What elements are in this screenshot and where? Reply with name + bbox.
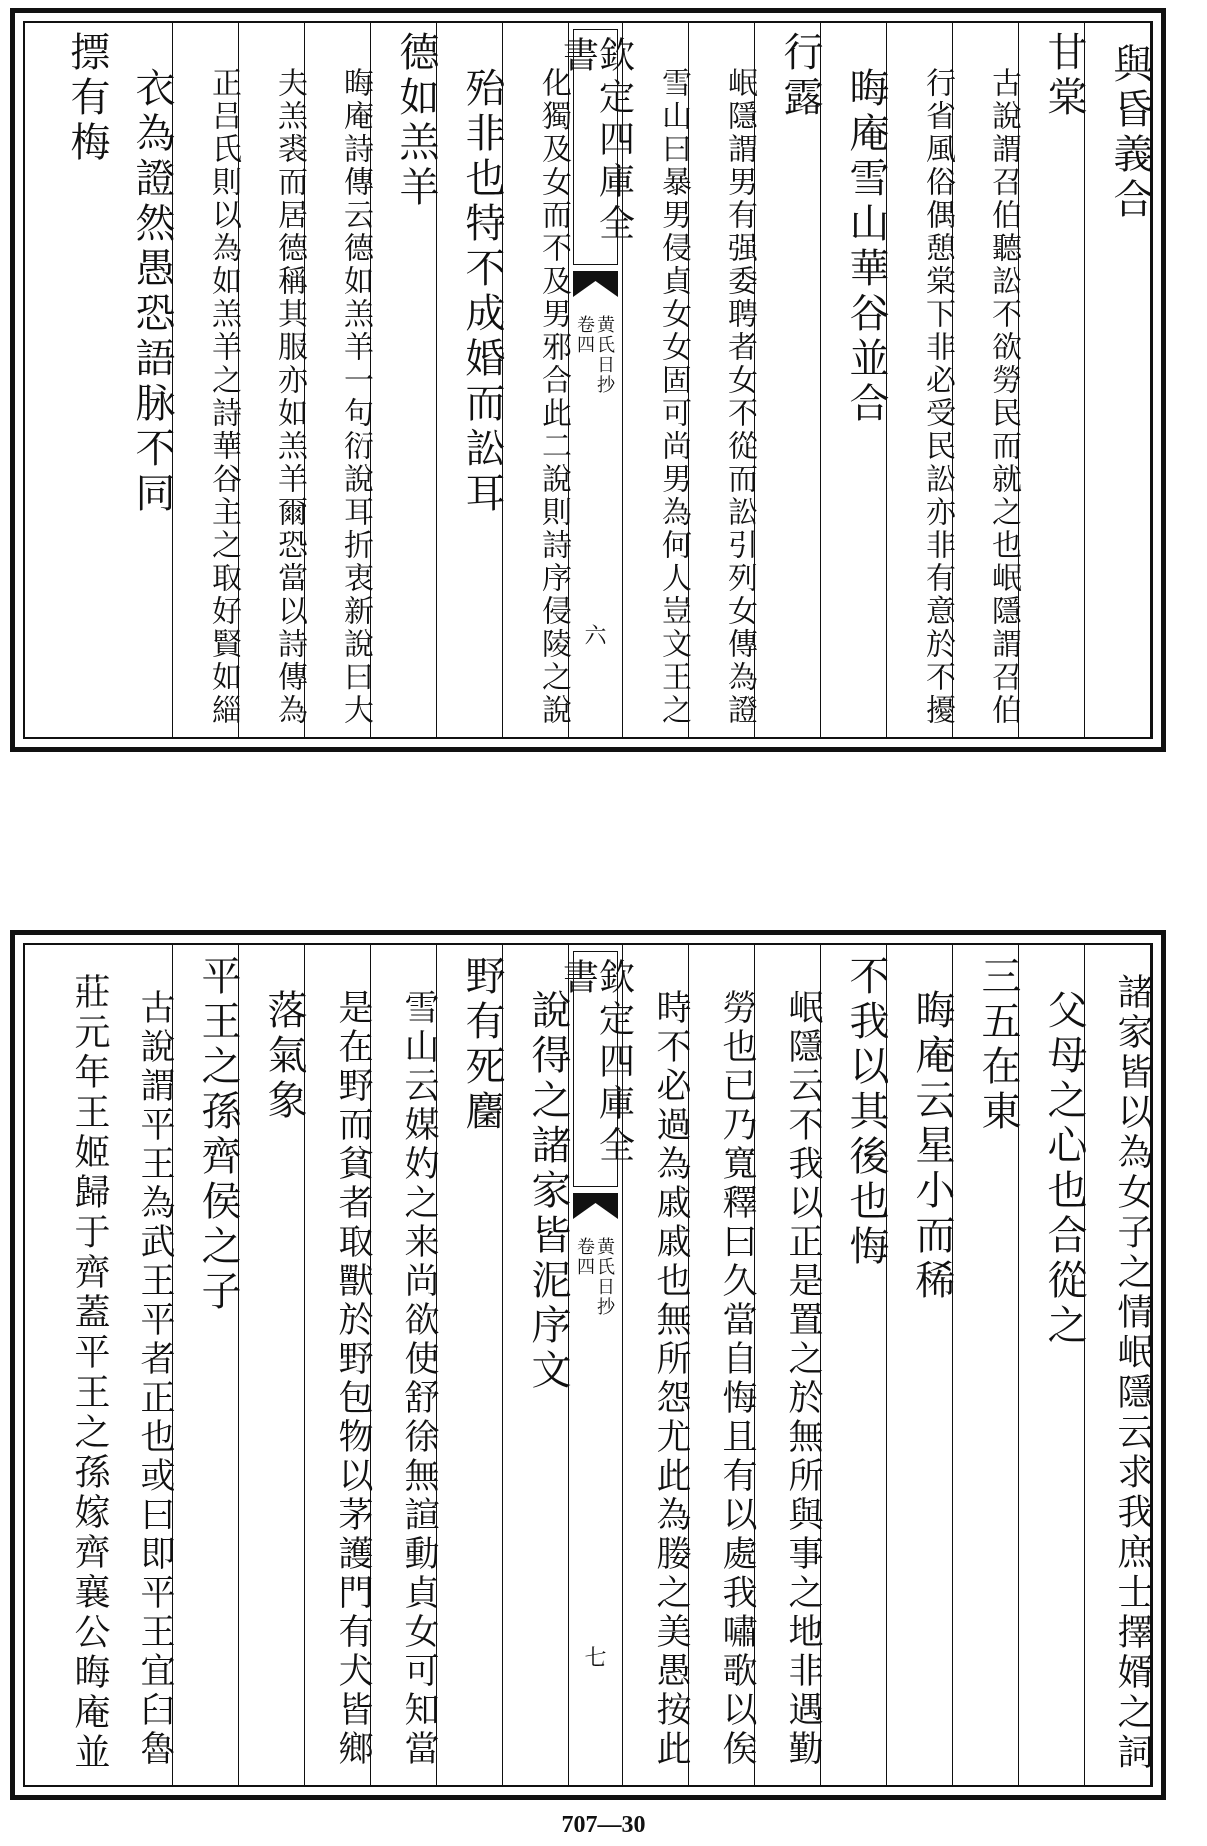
page-lower — [10, 930, 1166, 1800]
book-title: 欽定四庫全書 — [573, 29, 618, 265]
text-column — [437, 23, 503, 737]
column-text: 摽有梅 — [64, 31, 110, 166]
text-column — [1019, 23, 1085, 737]
text-column — [371, 23, 437, 737]
text-column — [887, 945, 953, 1785]
text-column — [689, 23, 755, 737]
column-text: 岷隱云不我以正是置之於無所與事之地非遇勤 — [783, 989, 823, 1769]
page-upper-frame — [23, 21, 1153, 739]
text-column — [821, 23, 887, 737]
book-title: 欽定四庫全書 — [573, 951, 618, 1187]
column-text: 平王之孫齊侯之子 — [195, 955, 241, 1315]
text-column — [107, 945, 173, 1785]
text-column — [1085, 23, 1151, 737]
column-text: 不我以其後也悔 — [843, 955, 889, 1270]
volume-title: 黄氏日抄 — [594, 1237, 615, 1317]
text-column — [755, 23, 821, 737]
column-text: 古說謂召伯聽訟不欲勞民而就之也岷隱謂召伯 — [986, 67, 1021, 727]
column-text: 與昏義合 — [1107, 43, 1153, 223]
column-text: 甘棠 — [1041, 31, 1087, 121]
text-column — [107, 23, 173, 737]
page-lower-frame — [23, 943, 1153, 1787]
column-text: 晦庵云星小而稀 — [909, 989, 955, 1304]
text-column — [305, 23, 371, 737]
text-column — [239, 945, 305, 1785]
text-column — [953, 23, 1019, 737]
column-text: 德如羔羊 — [393, 31, 439, 211]
column-text: 夫羔裘而居德稱其服亦如羔羊爾恐當以詩傳為 — [272, 67, 307, 727]
column-text: 行省風俗偶憩棠下非必受民訟亦非有意於不擾 — [920, 67, 955, 727]
column-text: 是在野而貧者取獸於野包物以茅護門有犬皆鄉 — [333, 989, 373, 1769]
volume-number: 卷四 — [574, 315, 595, 355]
text-column — [239, 23, 305, 737]
text-column — [173, 945, 239, 1785]
fish-tail-icon — [573, 1193, 618, 1219]
column-text: 雪山云媒妁之来尚欲使舒徐無諠動貞女可知當 — [399, 989, 439, 1769]
footer-page-code: 707—30 — [561, 1812, 646, 1838]
column-text: 正吕氏則以為如羔羊之詩華谷主之取好賢如緇 — [206, 67, 241, 727]
text-column — [305, 945, 371, 1785]
column-text: 雪山曰暴男侵貞女女固可尚男為何人豈文王之 — [656, 67, 691, 727]
column-text: 說得之諸家皆泥序文 — [525, 989, 571, 1394]
fish-tail-icon — [573, 271, 618, 297]
column-text: 岷隱謂男有强委聘者女不從而訟引列女傳為證 — [722, 67, 757, 727]
text-column — [689, 945, 755, 1785]
column-text: 莊元年王姬歸于齊蓋平王之孫嫁齊襄公晦庵並 — [69, 973, 110, 1773]
text-column — [1019, 945, 1085, 1785]
center-banner — [557, 23, 635, 737]
text-column — [1085, 945, 1151, 1785]
text-column — [503, 23, 569, 737]
text-column — [887, 23, 953, 737]
page-upper — [10, 8, 1166, 752]
column-text: 三五在東 — [975, 955, 1021, 1135]
text-column — [821, 945, 887, 1785]
text-column — [755, 945, 821, 1785]
column-text: 化獨及女而不及男邪合此二說則詩序侵陵之說 — [536, 67, 571, 727]
text-column — [437, 945, 503, 1785]
text-column — [21, 945, 110, 1785]
column-text: 野有死麕 — [459, 955, 505, 1135]
page-number: 七 — [584, 1646, 607, 1671]
column-text: 諸家皆以為女子之情岷隱云求我庶士擇婿之詞 — [1112, 973, 1153, 1773]
column-text: 衣為證然愚恐語脉不同 — [129, 67, 175, 517]
column-text: 行露 — [777, 31, 823, 121]
column-text: 殆非也特不成婚而訟耳 — [459, 67, 505, 517]
column-text: 落氣象 — [261, 989, 307, 1124]
text-column — [173, 23, 239, 737]
column-text: 父母之心也合從之 — [1041, 989, 1087, 1349]
text-column — [371, 945, 437, 1785]
column-text: 時不必過為戚戚也無所怨尤此為媵之美愚按此 — [651, 989, 691, 1769]
column-text: 勞也已乃寬釋曰久當自悔且有以處我嘯歌以俟 — [717, 989, 757, 1769]
page-number: 六 — [584, 624, 607, 649]
text-column — [503, 945, 569, 1785]
column-text: 晦庵詩傳云德如羔羊一句衍說耳折衷新說曰大 — [338, 67, 373, 727]
volume-number: 卷四 — [574, 1237, 595, 1277]
volume-title: 黄氏日抄 — [594, 315, 615, 395]
text-column — [21, 23, 110, 737]
center-banner — [557, 945, 635, 1785]
column-text: 晦庵雪山華谷並合 — [843, 67, 889, 427]
text-column — [953, 945, 1019, 1785]
column-text: 古說謂平王為武王平者正也或曰即平王宜臼魯 — [135, 989, 175, 1769]
